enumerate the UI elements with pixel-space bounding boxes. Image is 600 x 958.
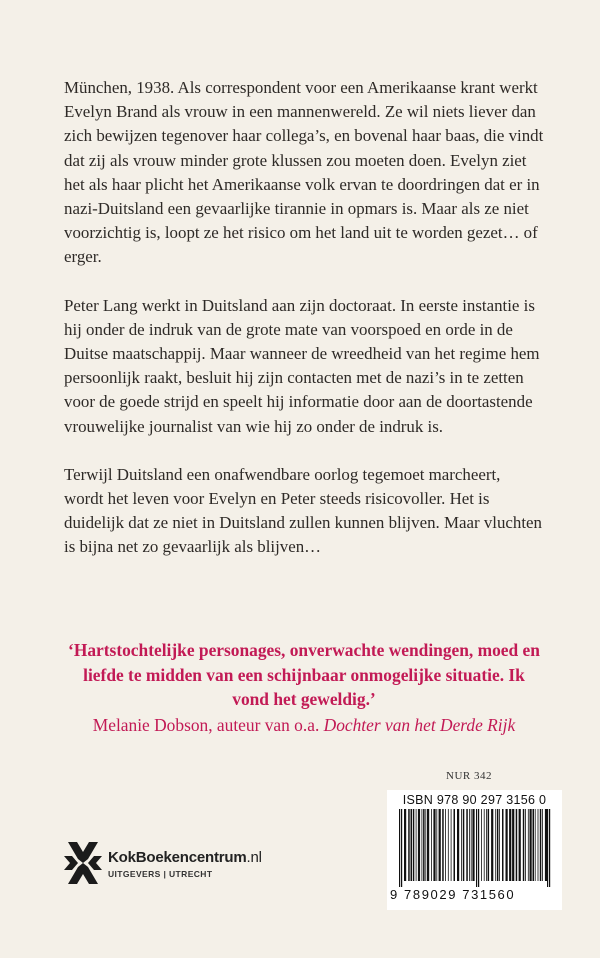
barcode-bars bbox=[399, 809, 551, 887]
publisher-name bbox=[108, 849, 262, 866]
publisher-name-text: KokBoekencentrum bbox=[108, 849, 247, 866]
kok-star-icon bbox=[64, 838, 102, 888]
blurb-paragraph-3: Terwijl Duitsland een onafwendbare oorlog tegemoet marcheert, wordt het leven voor Evelyn en Peter steeds risicovoller. Het is duidelijk dat ze niet in Duitsland zullen kunnen blijven. Maar vluchten is bijna net zo gevaarlijk als blijven… bbox=[64, 464, 542, 557]
quote-attribution bbox=[64, 713, 544, 737]
attribution-author: Melanie Dobson, auteur van o.a. bbox=[92, 715, 324, 735]
nur-code: NUR 342 bbox=[446, 770, 492, 782]
blurb-paragraph-1: München, 1938. Als correspondent voor een Amerikaanse krant werkt Evelyn Brand als vrouw in een mannenwereld. Ze wil niets liever dan zich bewijzen tegenover haar collega’s, en bovenal haar baas, die vindt dat zij als vrouw minder grote klussen zou moeten doen. Evelyn ziet het als haar plicht het Amerikaanse volk ervan te doordringen dat er in nazi-Duitsland een gevaarlijke tirannie in opmars is. Maar als ze niet voorzichtig is, loopt ze het risico om het land uit te worden gezet… of erger. bbox=[64, 78, 544, 267]
publisher-tld: .nl bbox=[246, 849, 262, 866]
isbn-label: ISBN 978 90 297 3156 0 bbox=[402, 793, 547, 807]
barcode bbox=[387, 790, 562, 910]
publisher-logo bbox=[64, 838, 324, 890]
blurb-paragraph-2: Peter Lang werkt in Duitsland aan zijn doctoraat. In eerste instantie is hij onder de indruk van de grote mate van voorspoed en orde in de Duitse maatschappij. Maar wanneer de wreedheid van het regime hem persoonlijk raakt, besluit hij zijn contacten met de nazi’s in te zetten voor de goede strijd en speelt hij informatie door aan de doortastende vrouwelijke journalist van wie hij zo onder de indruk is. bbox=[64, 295, 540, 436]
review-quote: ‘Hartstochtelijke personages, onverwachte wendingen, moed en liefde te midden van een schijnbaar onmogelijke situatie. Ik vond het geweldig.’ bbox=[68, 640, 540, 709]
publisher-subtitle: UITGEVERS | UTRECHT bbox=[108, 869, 213, 879]
attribution-book-title: Dochter van het Derde Rijk bbox=[323, 715, 516, 735]
blurb bbox=[64, 76, 544, 584]
barcode-digits: 9 789029 731560 bbox=[390, 887, 516, 902]
